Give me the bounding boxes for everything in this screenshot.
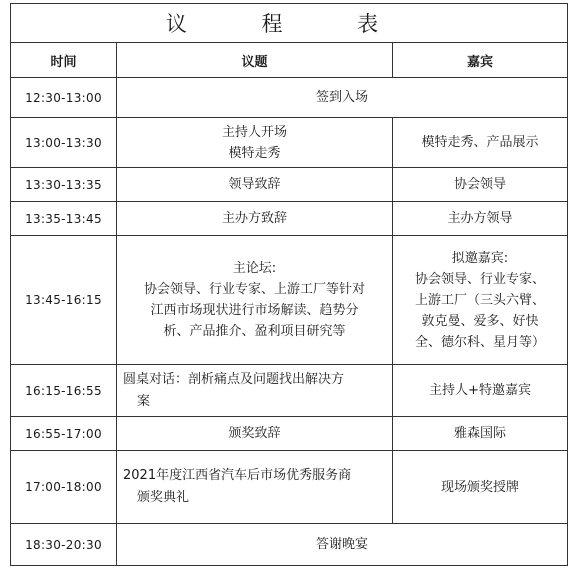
topic-line: 案 xyxy=(137,393,151,409)
table-row xyxy=(11,451,568,524)
time-cell: 16:15-16:55 xyxy=(11,365,117,417)
topic-line: 圆桌对话：剖析痛点及问题找出解决方 xyxy=(123,371,345,387)
guest-cell xyxy=(393,118,568,168)
time-cell: 13:35-13:45 xyxy=(11,202,117,236)
topic-line: 颁奖致辞 xyxy=(228,426,281,441)
guest-line: 全、德尔科、星月等） xyxy=(414,334,545,350)
guest-cell xyxy=(393,168,568,202)
table-row xyxy=(11,524,568,566)
guest-line: 协会领导 xyxy=(453,177,506,192)
guest-line: 模特走秀、产品展示 xyxy=(421,135,539,150)
topic-cell xyxy=(117,236,393,365)
time-cell: 13:30-13:35 xyxy=(11,168,117,202)
table-row xyxy=(11,365,568,417)
topic-line: 协会领导、行业专家、上游工厂等针对 xyxy=(143,282,365,297)
span-cell: 签到入场 xyxy=(117,78,568,118)
time-cell: 16:55-17:00 xyxy=(11,417,117,451)
topic-line: 析、产品推介、盈利项目研究等 xyxy=(163,324,346,339)
time-cell: 13:00-13:30 xyxy=(11,118,117,168)
topic-line: 主持人开场 xyxy=(221,124,287,140)
title-row xyxy=(11,4,568,43)
time-cell: 12:30-13:00 xyxy=(11,78,117,118)
time-cell: 13:45-16:15 xyxy=(11,236,117,365)
topic-cell xyxy=(117,451,393,524)
table-row xyxy=(11,78,568,118)
span-cell: 答谢晚宴 xyxy=(117,524,568,566)
topic-cell xyxy=(117,118,393,168)
topic-line: 颁奖典礼 xyxy=(137,490,190,505)
guest-cell xyxy=(393,451,568,524)
topic-line: 领导致辞 xyxy=(228,177,281,192)
topic-line: 江西市场现状进行市场解读、趋势分 xyxy=(150,303,359,318)
header-guest: 嘉宾 xyxy=(393,43,568,78)
table-row xyxy=(11,236,568,365)
table-row xyxy=(11,118,568,168)
guest-line: 主持人+特邀嘉宾 xyxy=(429,383,531,398)
agenda-table xyxy=(10,3,568,566)
guest-line: 主办方领导 xyxy=(447,211,513,226)
guest-line: 现场颁奖授牌 xyxy=(440,479,519,495)
guest-line: 雅森国际 xyxy=(453,426,506,441)
topic-line: 模特走秀 xyxy=(228,145,281,161)
guest-cell xyxy=(393,417,568,451)
table-row xyxy=(11,417,568,451)
guest-cell xyxy=(393,236,568,365)
topic-line: 主办方致辞 xyxy=(221,211,287,226)
guest-line: 拟邀嘉宾: xyxy=(451,250,509,266)
guest-line: 协会领导、行业专家、 xyxy=(414,271,545,287)
topic-cell xyxy=(117,417,393,451)
header-time: 时间 xyxy=(11,43,117,78)
time-cell: 18:30-20:30 xyxy=(11,524,117,566)
table-row xyxy=(11,168,568,202)
topic-line: 主论坛: xyxy=(232,261,277,276)
guest-line: 敦克曼、爱多、好快 xyxy=(421,313,539,329)
guest-line: 上游工厂（三头六臂、 xyxy=(414,292,545,308)
topic-cell xyxy=(117,202,393,236)
header-row xyxy=(11,43,568,78)
table-row xyxy=(11,202,568,236)
topic-line: 2021年度江西省汽车后市场优秀服务商 xyxy=(123,468,352,483)
page-title: 议 程 表 xyxy=(11,4,568,43)
guest-cell xyxy=(393,202,568,236)
topic-cell xyxy=(117,168,393,202)
time-cell: 17:00-18:00 xyxy=(11,451,117,524)
header-topic: 议题 xyxy=(117,43,393,78)
guest-cell xyxy=(393,365,568,417)
topic-cell xyxy=(117,365,393,417)
